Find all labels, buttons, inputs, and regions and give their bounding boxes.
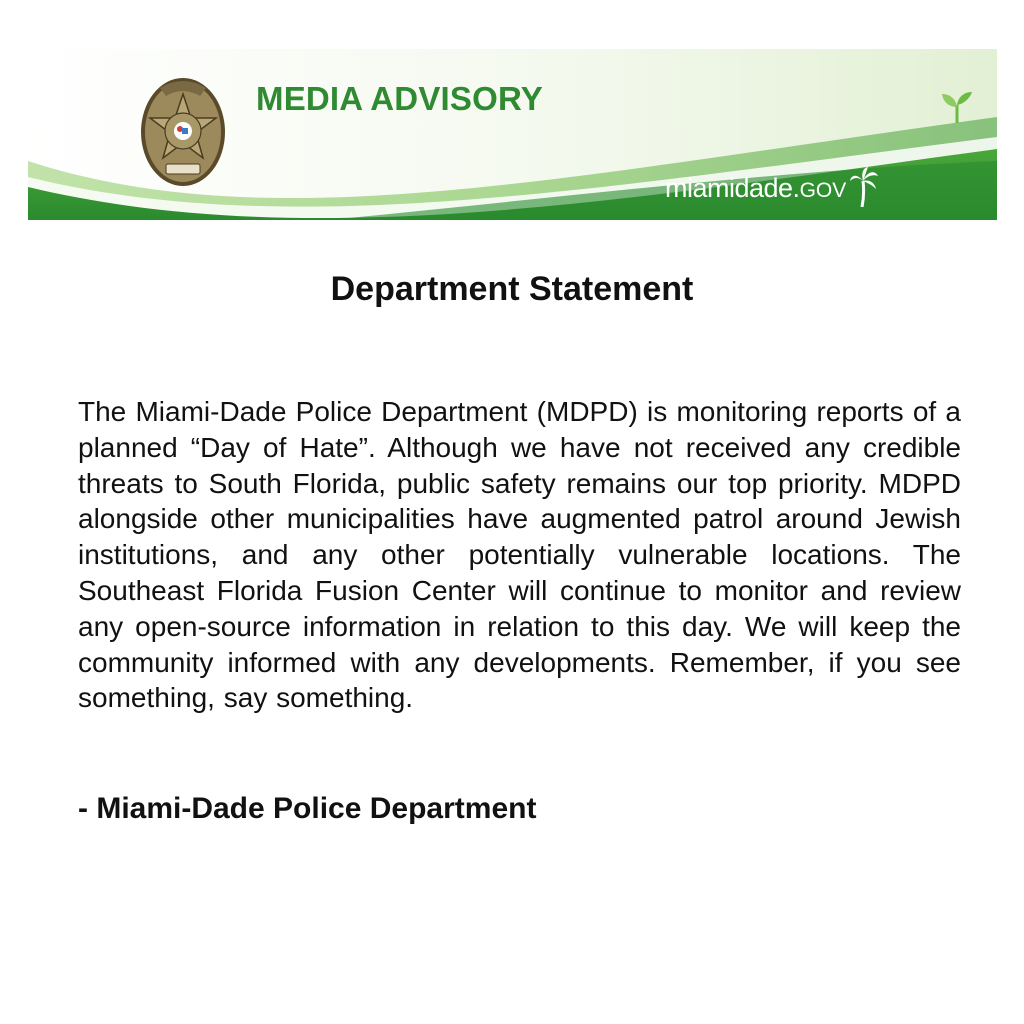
police-badge-icon — [138, 76, 228, 188]
media-advisory-title: MEDIA ADVISORY — [256, 80, 543, 117]
site-logo-suffix: GOV — [799, 179, 847, 202]
sprout-icon — [940, 91, 974, 123]
site-logo-main: miamidade. — [665, 173, 800, 203]
statement-body: The Miami-Dade Police Department (MDPD) is monitoring reports of a planned “Day of Hate”. Although we have not received any credible threats to South Florida, public safety remains our top priority. MDPD alongside other municipalities have augmented patrol around Jewish institutions, and any other potentially vulnerable locations. The Southeast Florida Fusion Center will continue to monitor and review any open-source information in relation to this day. We will keep the community informed with any developments. Remember, if you see something, say something. — [78, 396, 961, 714]
miamidade-gov-logo — [665, 173, 846, 204]
statement-heading: Department Statement — [330, 270, 694, 308]
statement-signature: - Miami-Dade Police Department — [78, 792, 537, 825]
media-advisory-banner — [28, 49, 997, 220]
palm-tree-icon — [849, 167, 879, 207]
